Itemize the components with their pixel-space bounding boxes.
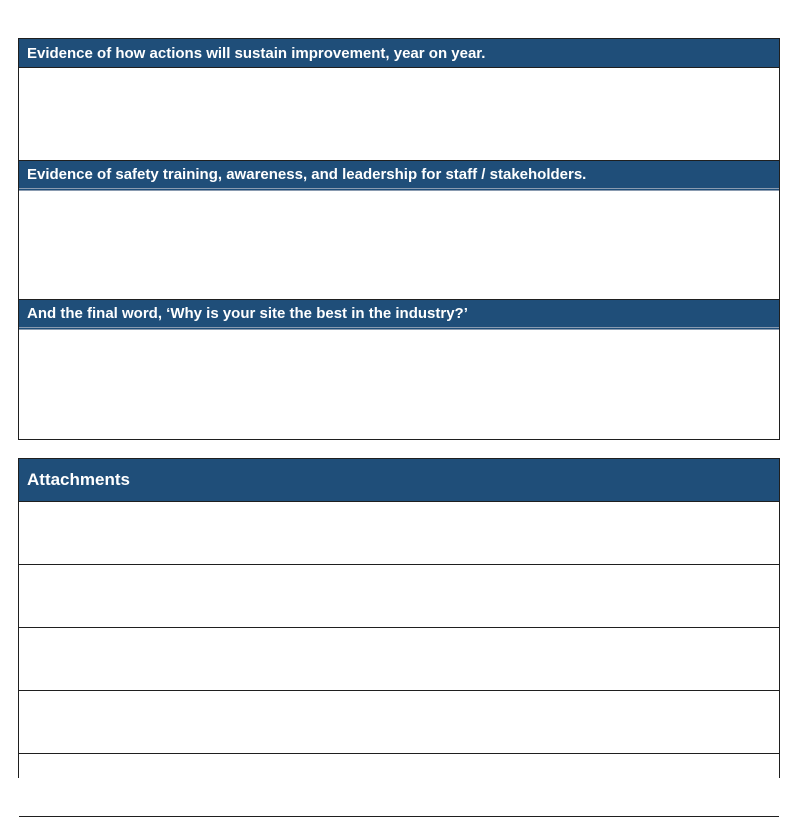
- attachments-table: [18, 458, 780, 778]
- final-word-heading: And the final word, ‘Why is your site the best in the industry?’: [19, 300, 779, 330]
- safety-training-answer-field[interactable]: [19, 191, 779, 300]
- evidence-table: [18, 38, 780, 440]
- sustain-improvement-answer-field[interactable]: [19, 68, 779, 161]
- safety-training-heading: Evidence of safety training, awareness, and leadership for staff / stakeholders.: [19, 161, 779, 191]
- attachments-heading: Attachments: [19, 459, 779, 502]
- attachment-row-4[interactable]: [19, 691, 779, 754]
- attachment-row-1[interactable]: [19, 502, 779, 565]
- attachment-row-5[interactable]: [19, 754, 779, 817]
- sustain-improvement-heading: Evidence of how actions will sustain improvement, year on year.: [19, 39, 779, 68]
- attachment-row-2[interactable]: [19, 565, 779, 628]
- final-word-answer-field[interactable]: [19, 330, 779, 439]
- attachment-row-3[interactable]: [19, 628, 779, 691]
